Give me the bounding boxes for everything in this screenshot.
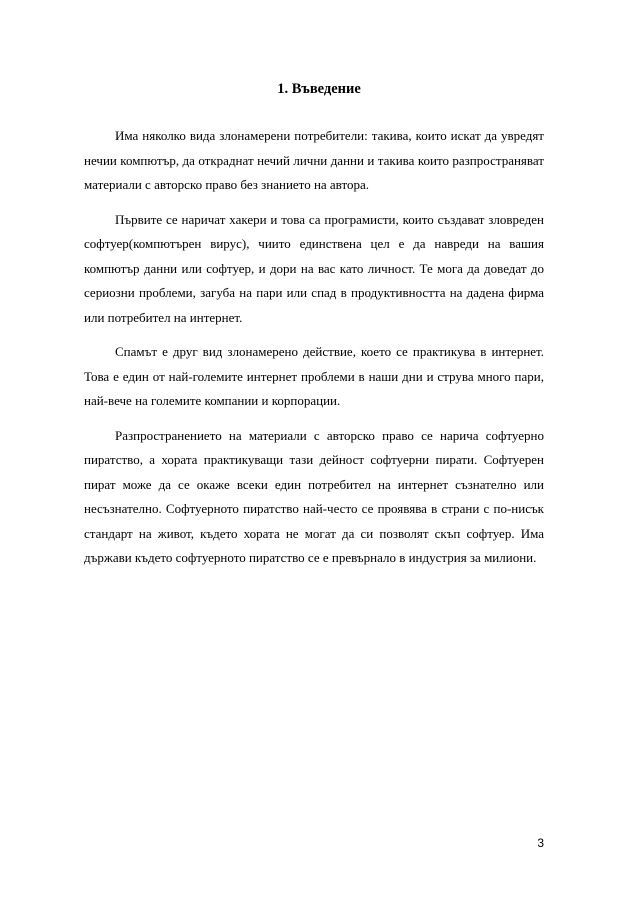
paragraph-piracy: Разпространението на материали с авторско право се нарича софтуерно пиратство, а хората практикуващи тази дейност софтуерни пирати. Софтуерен пират може да се окаже всеки един потребител на интернет съзнателно или несъзнателно. Софтуерното пиратство най-често се проявява в страни с по-нисък стандарт на живот, където хората не могат да си позволят скъп софтуер. Има държави където софтуерното пиратство се е превърнало в индустрия за милиони. xyxy=(84,427,544,565)
paragraph-hackers: Първите се наричат хакери и това са програмисти, които създават зловреден софтуер(компютърен вирус), чиито единствена цел е да навреди на вашия компютър данни или софтуер, и дори на вас като личност. Те мога да доведат до сериозни проблеми, загуба на пари или спад в продуктивността на дадена фирма или потребител на интернет. xyxy=(84,211,544,325)
body-text xyxy=(84,124,544,581)
paragraph-spam: Спамът е друг вид злонамерено действие, което се практикува в интернет. Това е един от най-големите интернет проблеми в наши дни и струва много пари, най-вече на големите компании и корпорации. xyxy=(84,344,544,408)
paragraph-intro: Има няколко вида злонамерени потребители: такива, които искат да увредят нечии компютър, да откраднат нечий лични данни и такива които разпространяват материали с авторско право без знанието на автора. xyxy=(84,128,544,192)
section-heading: 1. Въведение xyxy=(277,81,361,97)
page-number: 3 xyxy=(537,836,544,850)
